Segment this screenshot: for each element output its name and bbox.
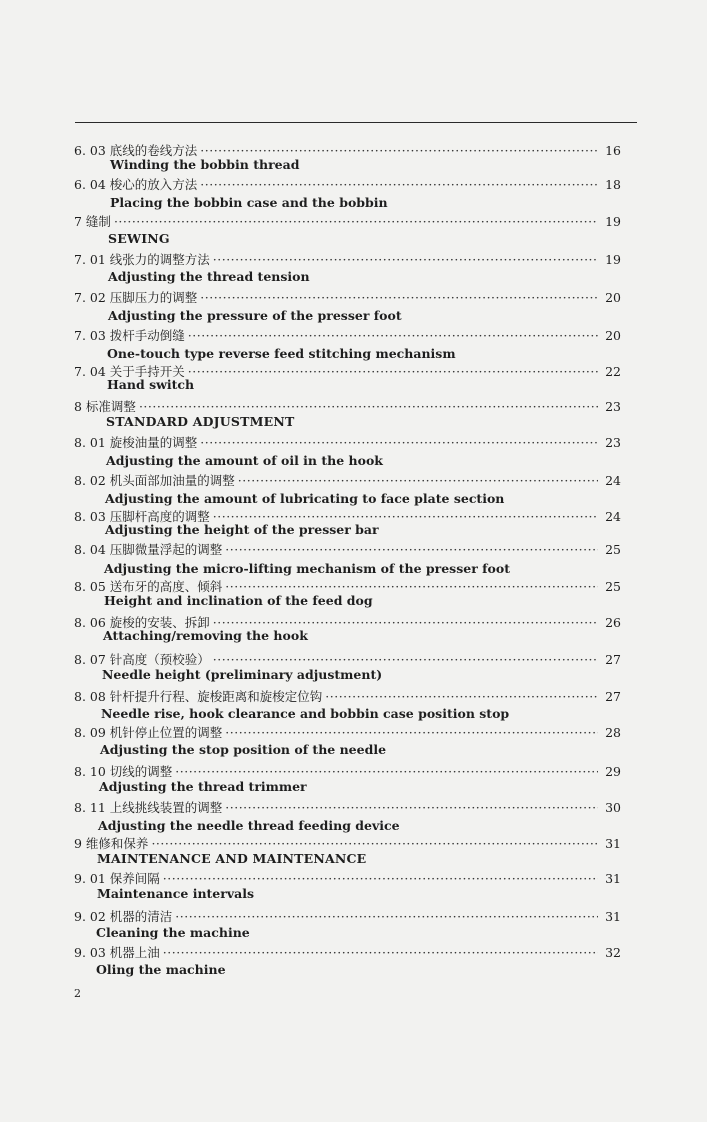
toc-entry-7[interactable] <box>74 211 621 229</box>
toc-title-zh: 6. 03 底线的卷线方法 <box>74 143 198 158</box>
dot-leader <box>163 945 598 960</box>
dot-leader <box>163 871 598 886</box>
dot-leader <box>238 473 598 488</box>
toc-entry-8-10[interactable] <box>74 761 621 779</box>
toc-page: 23 <box>605 399 621 414</box>
toc-entry-8-04[interactable] <box>74 539 621 557</box>
toc-title-en: STANDARD ADJUSTMENT <box>106 414 295 429</box>
toc-page: 29 <box>605 764 621 779</box>
toc-title-zh: 8. 08 针杆提升行程、旋梭距离和旋梭定位钩 <box>74 689 323 704</box>
toc-page: 31 <box>605 836 621 851</box>
toc-title-zh: 8. 03 压脚杆高度的调整 <box>74 509 210 524</box>
toc-title-en: Needle height (preliminary adjustment) <box>102 667 383 682</box>
toc-title-en: SEWING <box>108 231 170 246</box>
toc-entry-8-08[interactable] <box>74 686 621 704</box>
dot-leader <box>151 836 598 851</box>
toc-page: 19 <box>605 214 621 229</box>
toc-title-en: MAINTENANCE AND MAINTENANCE <box>97 851 367 866</box>
toc-title-en: Winding the bobbin thread <box>110 157 300 172</box>
dot-leader <box>200 177 598 192</box>
toc-entry-9-03[interactable] <box>74 942 621 960</box>
toc-entry-8-09[interactable] <box>74 722 621 740</box>
toc-title-en: Adjusting the pressure of the presser foot <box>108 308 402 323</box>
toc-title-zh: 7. 02 压脚压力的调整 <box>74 290 198 305</box>
toc-page: 26 <box>605 615 621 630</box>
toc-title-zh: 8 标准调整 <box>74 399 136 414</box>
toc-title-zh: 8. 10 切线的调整 <box>74 764 173 779</box>
toc-title-en: Adjusting the micro-lifting mechanism of the presser foot <box>104 561 510 576</box>
toc-page: 22 <box>605 364 621 379</box>
dot-leader <box>175 909 598 924</box>
toc-title-en: Adjusting the height of the presser bar <box>105 522 379 537</box>
toc-title-en: Placing the bobbin case and the bobbin <box>110 195 388 210</box>
page-number: 2 <box>74 987 81 1000</box>
toc-page: 31 <box>605 909 621 924</box>
toc-title-zh: 7. 04 关于手持开关 <box>74 364 185 379</box>
toc-title-zh: 9 维修和保养 <box>74 836 149 851</box>
toc-page: 20 <box>605 290 621 305</box>
dot-leader <box>225 725 598 740</box>
toc-entry-7-03[interactable] <box>74 325 621 343</box>
toc-title-zh: 8. 11 上线挑线装置的调整 <box>74 800 223 815</box>
dot-leader <box>213 252 598 267</box>
toc-page: 31 <box>605 871 621 886</box>
dot-leader <box>200 435 598 450</box>
toc-title-zh: 8. 02 机头面部加油量的调整 <box>74 473 235 488</box>
toc-page: 28 <box>605 725 621 740</box>
toc-page: 30 <box>605 800 621 815</box>
toc-entry-8-01[interactable] <box>74 432 621 450</box>
dot-leader <box>200 290 598 305</box>
dot-leader <box>225 800 598 815</box>
toc-title-en: Height and inclination of the feed dog <box>104 593 373 608</box>
toc-title-zh: 8. 09 机针停止位置的调整 <box>74 725 223 740</box>
toc-title-en: Adjusting the stop position of the needle <box>100 742 387 757</box>
toc-title-en: Hand switch <box>107 377 195 392</box>
toc-title-en: Adjusting the thread trimmer <box>99 779 307 794</box>
toc-page: 20 <box>605 328 621 343</box>
toc-title-zh: 8. 06 旋梭的安装、拆卸 <box>74 615 210 630</box>
toc-title-zh: 7 缝制 <box>74 214 111 229</box>
toc-entry-9-01[interactable] <box>74 868 621 886</box>
toc-title-zh: 7. 01 线张力的调整方法 <box>74 252 210 267</box>
dot-leader <box>175 764 598 779</box>
toc-title-en: Adjusting the amount of oil in the hook <box>106 453 383 468</box>
toc-entry-8-02[interactable] <box>74 470 621 488</box>
toc-page: 32 <box>605 945 621 960</box>
dot-leader <box>325 689 598 704</box>
toc-title-zh: 8. 07 针高度（预校验） <box>74 652 210 667</box>
toc-title-en: Adjusting the thread tension <box>108 269 310 284</box>
toc-entry-6-04[interactable] <box>74 174 621 192</box>
toc-title-en: Maintenance intervals <box>97 886 254 901</box>
toc-page: 16 <box>605 143 621 158</box>
toc-page: 27 <box>605 652 621 667</box>
toc-entry-9-02[interactable] <box>74 906 621 924</box>
toc-title-zh: 9. 01 保养间隔 <box>74 871 160 886</box>
toc-entry-8[interactable] <box>74 396 621 414</box>
toc-entry-7-02[interactable] <box>74 287 621 305</box>
toc-title-zh: 9. 02 机器的清洁 <box>74 909 173 924</box>
toc-entry-8-11[interactable] <box>74 797 621 815</box>
toc-title-zh: 9. 03 机器上油 <box>74 945 160 960</box>
toc-page: 24 <box>605 509 621 524</box>
toc-entry-7-01[interactable] <box>74 249 621 267</box>
toc-entry-8-07[interactable] <box>74 649 621 667</box>
toc-entry-8-05[interactable] <box>74 576 621 594</box>
toc-title-en: Cleaning the machine <box>96 925 250 940</box>
toc-page: 23 <box>605 435 621 450</box>
toc-page: 25 <box>605 542 621 557</box>
toc-page: 24 <box>605 473 621 488</box>
toc-page: 25 <box>605 579 621 594</box>
toc-entry-9[interactable] <box>74 833 621 851</box>
toc-page: 19 <box>605 252 621 267</box>
dot-leader <box>225 542 598 557</box>
dot-leader <box>188 364 598 379</box>
toc-title-en: Adjusting the amount of lubricating to face plate section <box>105 491 505 506</box>
toc-title-zh: 8. 01 旋梭油量的调整 <box>74 435 198 450</box>
toc-page: 27 <box>605 689 621 704</box>
toc-title-zh: 7. 03 拨杆手动倒缝 <box>74 328 185 343</box>
dot-leader <box>225 579 598 594</box>
toc-title-zh: 8. 04 压脚微量浮起的调整 <box>74 542 223 557</box>
toc-title-zh: 6. 04 梭心的放入方法 <box>74 177 198 192</box>
toc-title-zh: 8. 05 送布牙的高度、倾斜 <box>74 579 223 594</box>
dot-leader <box>188 328 598 343</box>
toc-title-en: Needle rise, hook clearance and bobbin case position stop <box>101 706 510 721</box>
dot-leader <box>200 143 598 158</box>
toc-title-en: One-touch type reverse feed stitching mechanism <box>107 346 456 361</box>
dot-leader <box>114 214 598 229</box>
toc-title-en: Adjusting the needle thread feeding device <box>98 818 400 833</box>
toc-page: 18 <box>605 177 621 192</box>
toc-title-en: Attaching/removing the hook <box>103 628 308 643</box>
dot-leader <box>139 399 598 414</box>
toc-entry-6-03[interactable] <box>74 140 621 158</box>
dot-leader <box>213 652 598 667</box>
toc-title-en: Oling the machine <box>96 962 226 977</box>
